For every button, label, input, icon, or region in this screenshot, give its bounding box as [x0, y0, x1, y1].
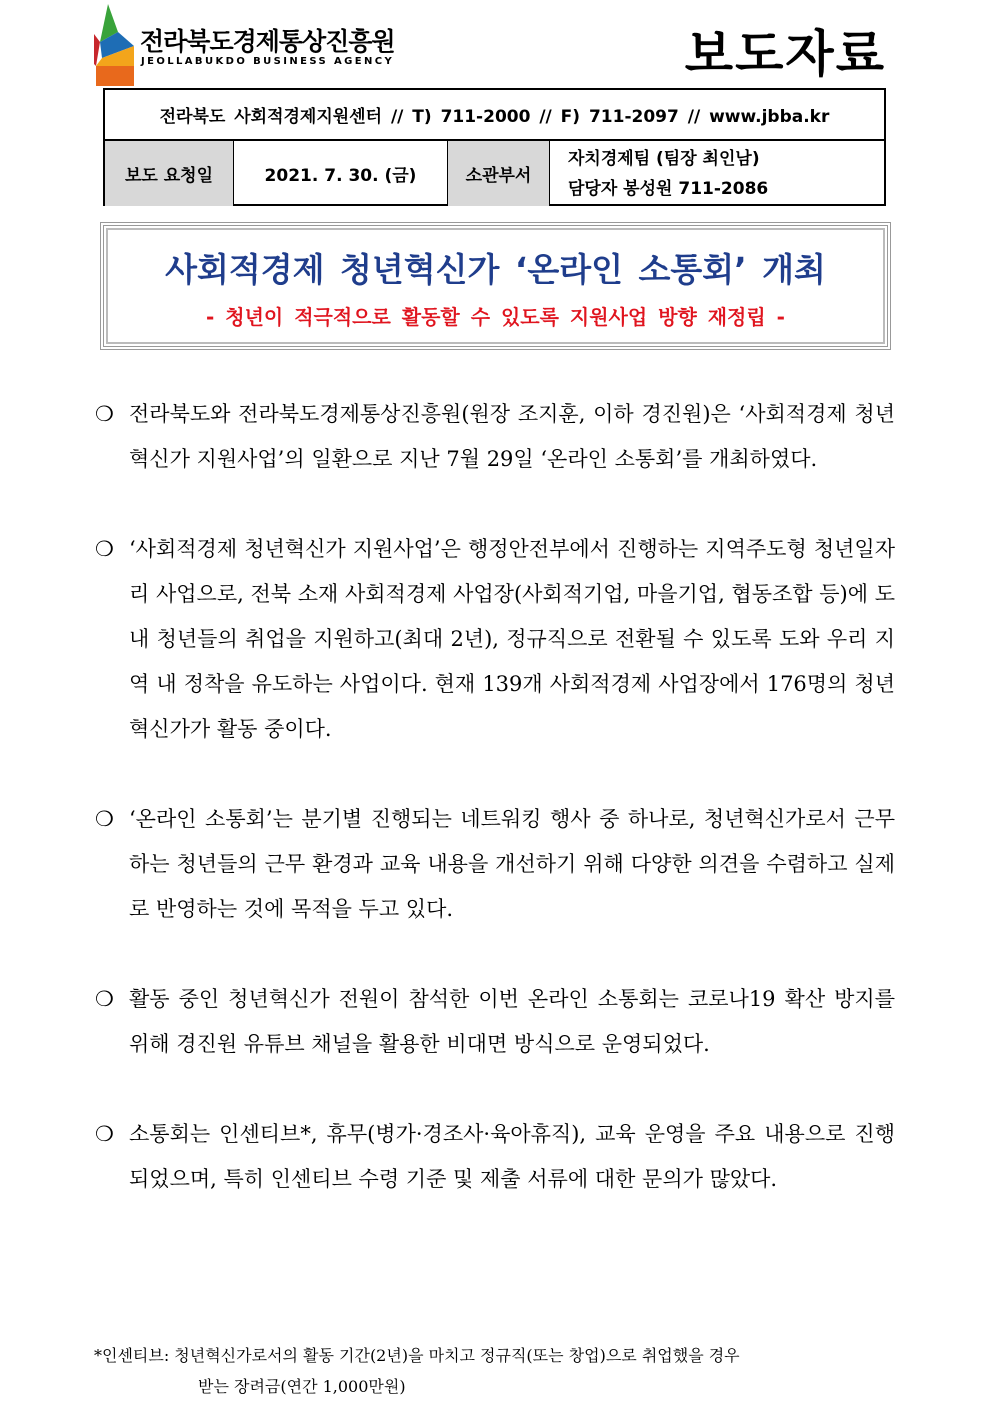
- paragraph: [95, 797, 895, 932]
- agency-logo-icon: [94, 4, 138, 88]
- paragraph-text: ‘사회적경제 청년혁신가 지원사업’은 행정안전부에서 진행하는 지역주도형 청년일자리 사업으로, 전북 소재 사회적경제 사업장(사회적기업, 마을기업, 협동조합 등)에 도내 청년들의 취업을 지원하고(최대 2년), 정규직으로 전환될 수 있도록 도와 우리 지역 내 정착을 유도하는 사업이다. 현재 139개 사회적경제 사업장에서 176명의 청년혁신가가 활동 중이다.: [129, 537, 895, 741]
- dept-label: 소관부서: [448, 141, 550, 206]
- paragraph: [95, 392, 895, 482]
- footnote-line: 받는 장려금(연간 1,000만원): [198, 1377, 406, 1396]
- request-date-label: 보도 요청일: [105, 141, 234, 206]
- paragraph: [95, 977, 895, 1067]
- paragraph-text: 소통회는 인센티브*, 휴무(병가·경조사·육아휴직), 교육 운영을 주요 내용으로 진행되었으며, 특히 인센티브 수령 기준 및 제출 서류에 대한 문의가 많았다.: [129, 1122, 895, 1191]
- dept-contact: 담당자 봉성원 711-2086: [568, 178, 769, 199]
- sub-title: - 청년이 적극적으로 활동할 수 있도록 지원사업 방향 재정립 -: [206, 305, 785, 329]
- info-table: [103, 88, 886, 206]
- info-row: [105, 141, 884, 206]
- org-name-ko: 전라북도경제통상진흥원: [140, 27, 395, 56]
- circle-bullet-icon: ❍: [95, 537, 114, 561]
- dept-info: [550, 141, 884, 206]
- paragraph: [95, 1112, 895, 1202]
- circle-bullet-icon: ❍: [95, 1122, 114, 1146]
- paragraph-text: 활동 중인 청년혁신가 전원이 참석한 이번 온라인 소통회는 코로나19 확산 방지를 위해 경진원 유튜브 채널을 활용한 비대면 방식으로 운영되었다.: [129, 987, 895, 1056]
- title-box: [100, 222, 891, 350]
- footnote: [94, 1340, 898, 1402]
- doc-type-heading: 보도자료: [684, 25, 886, 83]
- footnote-line: *인센티브: 청년혁신가로서의 활동 기간(2년)을 마치고 정규직(또는 창업)으로 취업했을 경우: [94, 1346, 740, 1365]
- dept-team: 자치경제팀 (팀장 최인남): [568, 148, 760, 169]
- paragraph-text: ‘온라인 소통회’는 분기별 진행되는 네트워킹 행사 중 하나로, 청년혁신가로서 근무하는 청년들의 근무 환경과 교육 내용을 개선하기 위해 다양한 의견을 수렴하고 실제로 반영하는 것에 목적을 두고 있다.: [129, 807, 895, 921]
- main-title: 사회적경제 청년혁신가 ‘온라인 소통회’ 개최: [165, 250, 826, 289]
- circle-bullet-icon: ❍: [95, 987, 114, 1011]
- org-name-en: JEOLLABUKDO BUSINESS AGENCY: [141, 56, 395, 67]
- agency-logo: [94, 4, 394, 88]
- paragraph: [95, 527, 895, 752]
- contact-line: 전라북도 사회적경제지원센터 // T) 711-2000 // F) 711-2097 // www.jbba.kr: [105, 90, 884, 141]
- circle-bullet-icon: ❍: [95, 807, 114, 831]
- paragraph-text: 전라북도와 전라북도경제통상진흥원(원장 조지훈, 이하 경진원)은 ‘사회적경제 청년혁신가 지원사업’의 일환으로 지난 7월 29일 ‘온라인 소통회’를 개최하였다.: [129, 402, 895, 471]
- circle-bullet-icon: ❍: [95, 402, 114, 426]
- body-paragraphs: [95, 392, 895, 1202]
- request-date: 2021. 7. 30. (금): [234, 141, 448, 206]
